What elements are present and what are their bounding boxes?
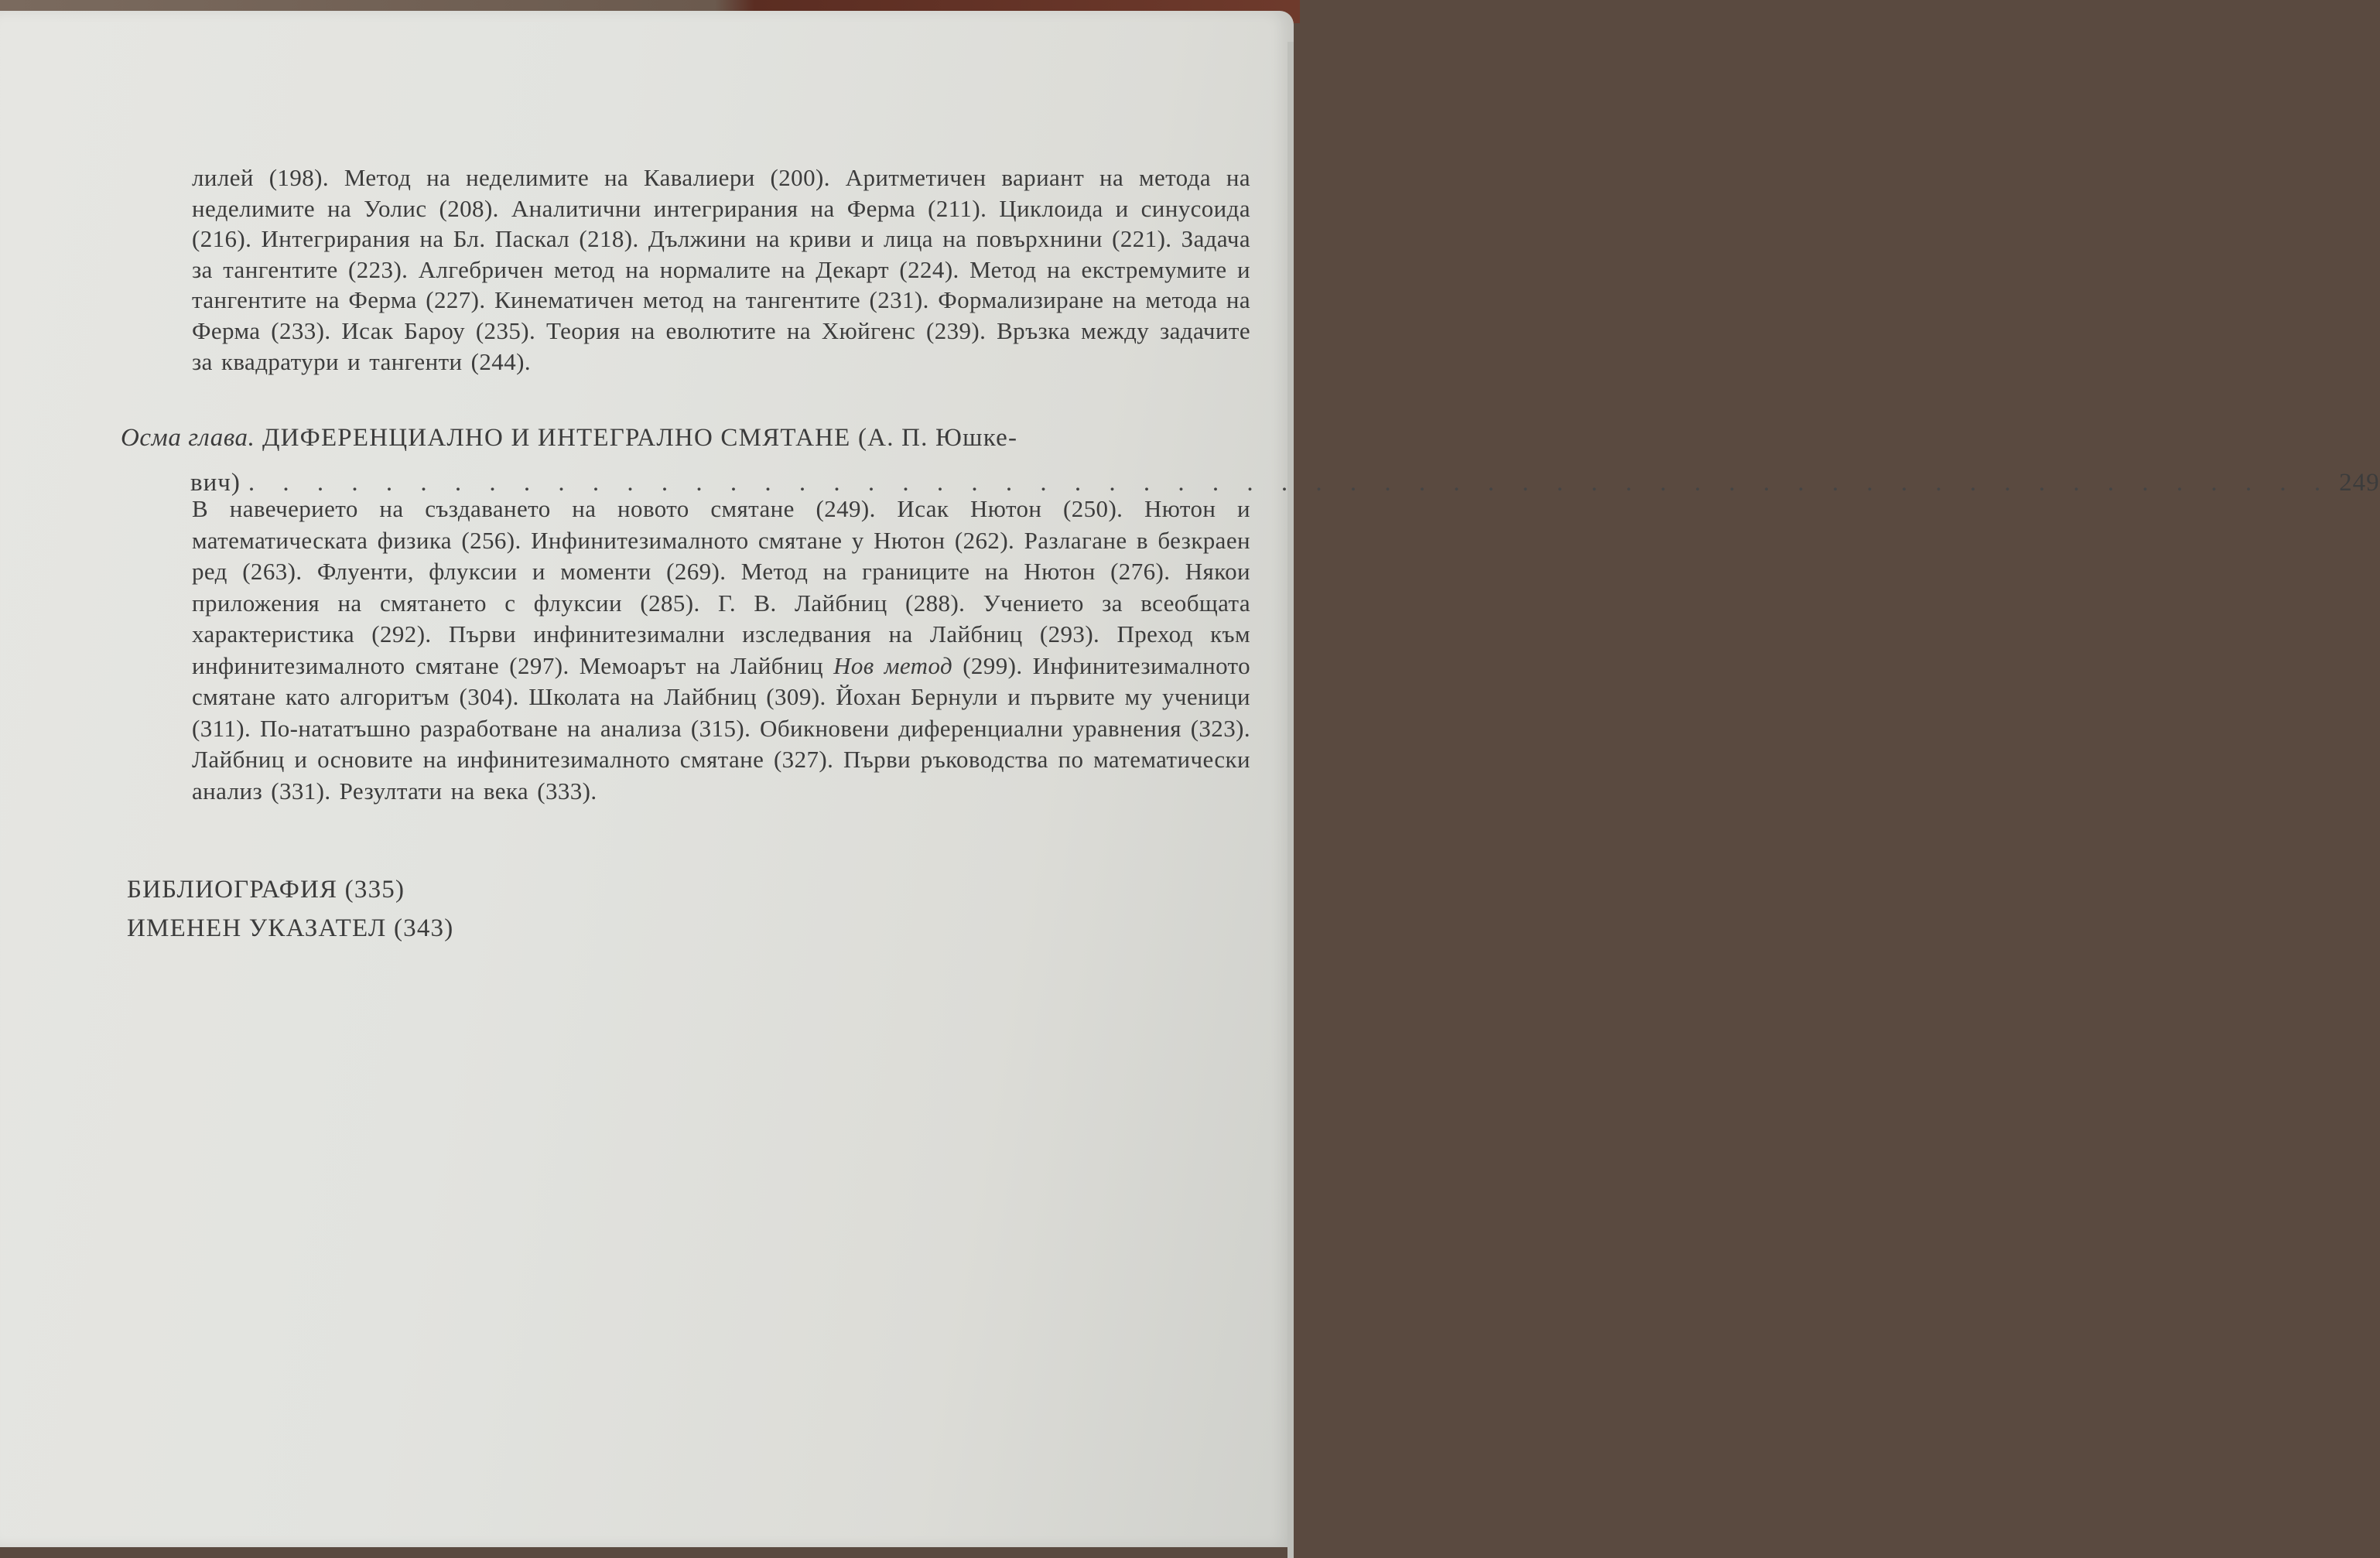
chapter-title-continued: вич) xyxy=(190,469,241,497)
chapter-contents-part-1: В навечерието на създаването на новото смятане (249). Исак Нютон (250). Нютон и математическата физика (256). Инфинитезималното смятане у Нютон (262). Разлагане в безкраен ред (263). Флуенти, флуксии и моменти (269). Метод на границите на Нютон (276). Някои приложения на смятането с флуксии (285). Г. В. Лайбниц (288). Учението за всеобщата характеристика (292). Първи инфинитезимални изследвания на Лайбниц (293). Преход към инфинитезималното смятане (297). Мемоарът на Лайбниц xyxy=(192,495,1250,679)
book-page xyxy=(0,11,2380,1547)
dot-leader: . . . . . . . . . . . . . . . . . . . . . . . . . . . . . . . . . . . . . . . . . . . . . . . . . . . . . . . . . . . . . xyxy=(248,469,2332,497)
chapter-title: ДИФЕРЕНЦИАЛНО И ИНТЕГРАЛНО СМЯТАНЕ (А. П. Юшке- xyxy=(262,424,1018,452)
italic-title: Нов метод xyxy=(833,651,953,679)
chapter-label: Осма глава. xyxy=(121,424,255,452)
table-of-contents xyxy=(0,11,2380,1547)
name-index-entry: ИМЕНЕН УКАЗАТЕЛ (343) xyxy=(127,914,454,942)
chapter-contents-part-2: (299). Инфинитезималното смятане като алгоритъм (304). Школата на Лайбниц (309). Йохан Бернули и първите му ученици (311). По-нататъшно разработване на анализа (315). Обикновени диференциални уравнения (323). Лайбниц и основите на инфинитезималното смятане (327). Първи ръководства по математически анализ (331). Резултати на века (333). xyxy=(192,651,1250,805)
chapter-contents xyxy=(192,494,1250,807)
chapter-page-number: 249 xyxy=(2339,469,2380,497)
bibliography-entry: БИБЛИОГРАФИЯ (335) xyxy=(127,876,405,904)
chapter-heading xyxy=(121,422,1250,453)
previous-chapter-contents: лилей (198). Метод на неделимите на Кавалиери (200). Аритметичен вариант на метода на неделимите на Уолис (208). Аналитични интегрирания на Ферма (211). Циклоида и синусоида (216). Интегрирания на Бл. Паскал (218). Дължини на криви и лица на повърхнини (221). Задача за тангентите (223). Алгебричен метод на нормалите на Декарт (224). Метод на екстремумите и тангентите на Ферма (227). Кинематичен метод на тангентите (231). Формализиране на метода на Ферма (233). Исак Бароу (235). Теория на еволютите на Хюйгенс (239). Връзка между задачите за квадратури и тангенти (244). xyxy=(192,164,1250,375)
